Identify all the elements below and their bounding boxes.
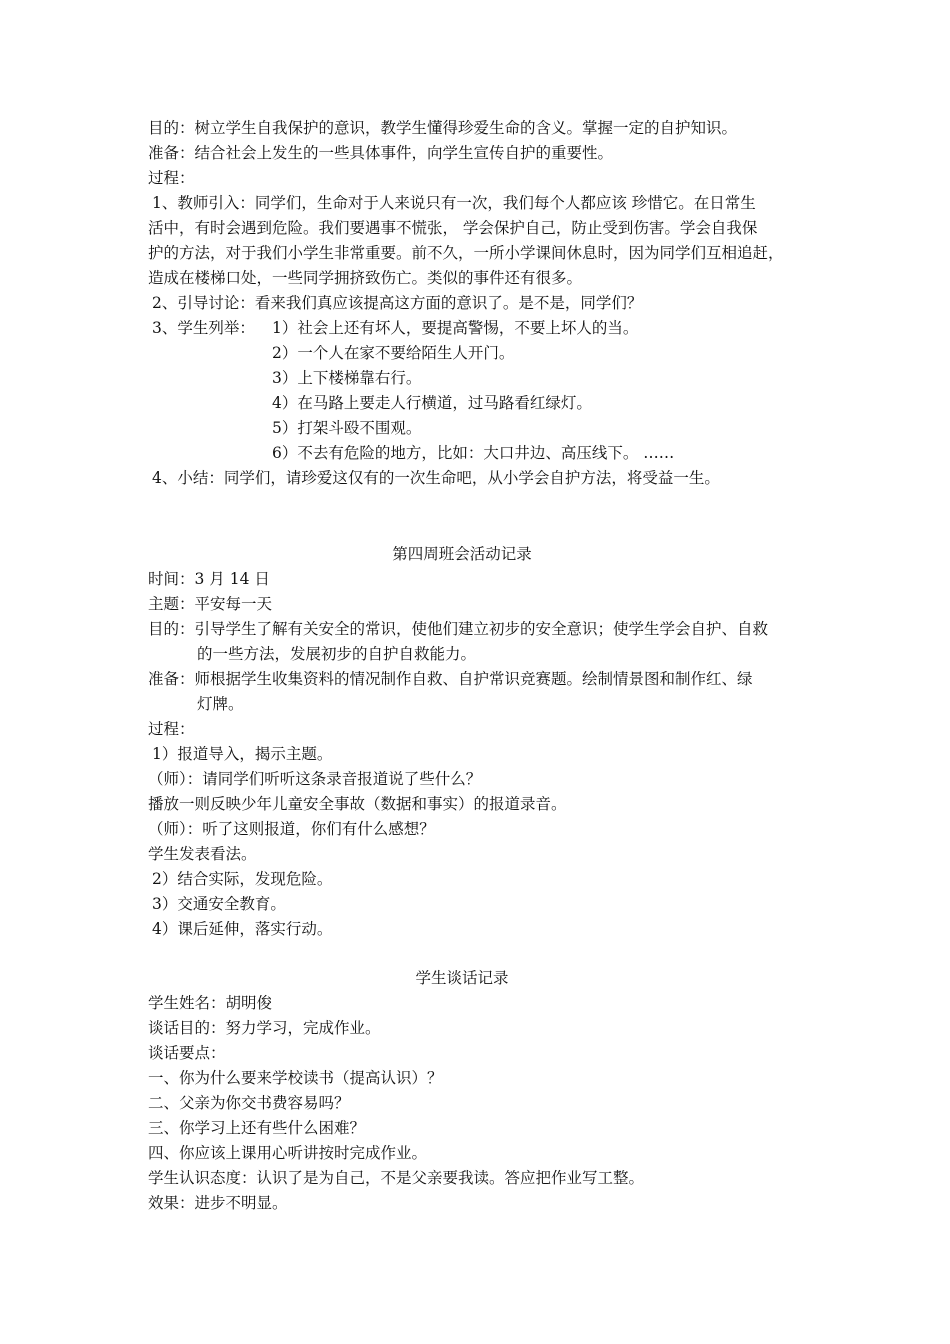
talk-point: 四、你应该上课用心听讲按时完成作业。 xyxy=(148,1144,428,1162)
list-item: 3）上下楼梯靠右行。 xyxy=(272,369,422,387)
list-item: 6）不去有危险的地方，比如：大口井边、高压线下。 …… xyxy=(272,444,675,462)
process-line: 4）课后延伸，落实行动。 xyxy=(152,920,333,938)
list-item: 2）一个人在家不要给陌生人开门。 xyxy=(272,344,515,362)
purpose-text: 目的：引导学生了解有关安全的常识，使他们建立初步的安全意识；使学生学会自护、自救 xyxy=(148,620,769,638)
step1-line: 活中，有时会遇到危险。我们要遇事不慌张， 学会保护自己，防止受到伤害。学会自我保 xyxy=(148,219,758,237)
prep-text: 准备：结合社会上发生的一些具体事件，向学生宣传自护的重要性。 xyxy=(148,144,614,162)
step1-line: 1、教师引入：同学们，生命对于人来说只有一次，我们每个人都应该 珍惜它。在日常生 xyxy=(152,194,756,212)
talk-point: 一、你为什么要来学校读书（提高认识）？ xyxy=(148,1069,443,1087)
list-item: 1）社会上还有坏人，要提高警惕，不要上坏人的当。 xyxy=(272,319,639,337)
step2-text: 2、引导讨论：看来我们真应该提高这方面的意识了。是不是，同学们？ xyxy=(152,294,643,312)
talk-point: 三、你学习上还有些什么困难？ xyxy=(148,1119,366,1137)
step1-line: 护的方法，对于我们小学生非常重要。前不久，一所小学课间休息时，因为同学们互相追赶， xyxy=(148,244,784,262)
list-item: 5）打架斗殴不围观。 xyxy=(272,419,422,437)
section-title: 学生谈话记录 xyxy=(415,969,509,987)
process-line: （师）：请同学们听听这条录音报道说了些什么？ xyxy=(148,770,482,788)
student-name: 学生姓名：胡明俊 xyxy=(148,994,273,1012)
process-line: （师）：听了这则报道，你们有什么感想？ xyxy=(148,820,435,838)
process-label: 过程： xyxy=(148,720,195,738)
theme-text: 主题：平安每一天 xyxy=(148,595,273,613)
step4-text: 4、小结：同学们，请珍爱这仅有的一次生命吧，从小学会自护方法，将受益一生。 xyxy=(152,469,720,487)
step3-label: 3、学生列举： xyxy=(152,319,255,337)
process-label: 过程： xyxy=(148,169,195,187)
process-line: 播放一则反映少年儿童安全事故（数据和事实）的报道录音。 xyxy=(148,795,567,813)
prep-text: 准备：师根据学生收集资料的情况制作自救、自护常识竞赛题。绘制情景图和制作红、绿 xyxy=(148,670,753,688)
time-text: 时间：3 月 14 日 xyxy=(148,570,270,588)
process-line: 1）报道导入，揭示主题。 xyxy=(152,745,333,763)
talk-goal: 谈话目的：努力学习，完成作业。 xyxy=(148,1019,381,1037)
prep-text-cont: 灯牌。 xyxy=(197,695,244,713)
talk-points-label: 谈话要点： xyxy=(148,1044,226,1062)
process-line: 学生发表看法。 xyxy=(148,845,257,863)
list-item: 4）在马路上要走人行横道，过马路看红绿灯。 xyxy=(272,394,592,412)
purpose-text-cont: 的一些方法，发展初步的自护自救能力。 xyxy=(197,645,477,663)
process-line: 3）交通安全教育。 xyxy=(152,895,286,913)
student-attitude: 学生认识态度：认识了是为自己，不是父亲要我读。答应把作业写工整。 xyxy=(148,1169,645,1187)
step1-line: 造成在楼梯口处，一些同学拥挤致伤亡。类似的事件还有很多。 xyxy=(148,269,583,287)
talk-point: 二、父亲为你交书费容易吗？ xyxy=(148,1094,350,1112)
purpose-text: 目的：树立学生自我保护的意识，教学生懂得珍爱生命的含义。掌握一定的自护知识。 xyxy=(148,119,738,137)
process-line: 2）结合实际，发现危险。 xyxy=(152,870,333,888)
section-title: 第四周班会活动记录 xyxy=(392,545,532,563)
talk-effect: 效果：进步不明显。 xyxy=(148,1194,288,1212)
